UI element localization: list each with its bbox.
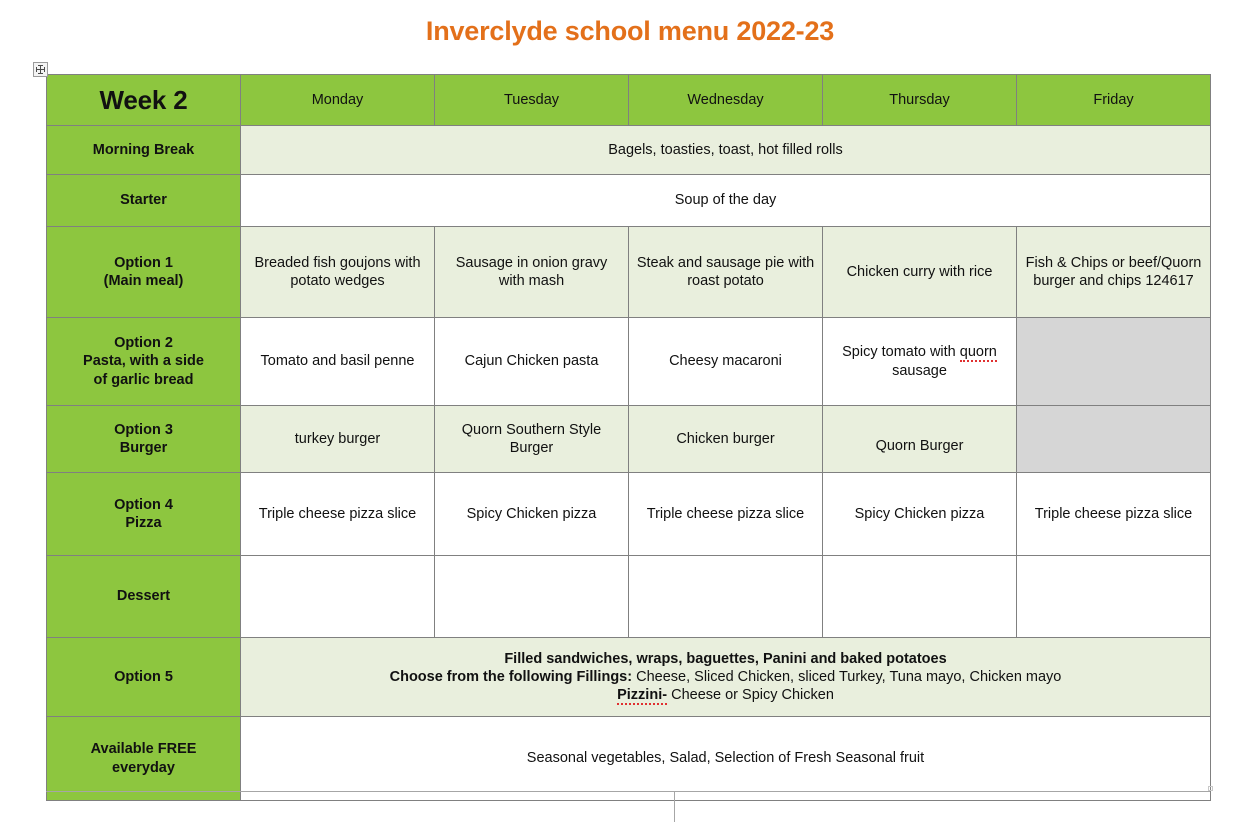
table-row-morning-break bbox=[47, 126, 1211, 175]
row-label-option-1-line-2: (Main meal) bbox=[103, 273, 184, 289]
row-label-option-4 bbox=[47, 473, 241, 556]
cell-option-4-monday: Triple cheese pizza slice bbox=[241, 473, 435, 556]
row-label-option-1-line-1: Option 1 bbox=[114, 254, 173, 271]
day-header-thursday: Thursday bbox=[823, 75, 1017, 126]
option-5-line-3-rest: Cheese or Spicy Chicken bbox=[667, 687, 834, 704]
cell-option-2-thursday bbox=[823, 318, 1017, 406]
cell-option-5-all-days bbox=[241, 638, 1211, 717]
day-header-tuesday: Tuesday bbox=[435, 75, 629, 126]
row-label-option-3 bbox=[47, 406, 241, 473]
row-label-option-2 bbox=[47, 318, 241, 406]
row-label-option-2-line-3: of garlic bread bbox=[93, 371, 194, 388]
cell-morning-break-all-days: Bagels, toasties, toast, hot filled rolls bbox=[241, 126, 1211, 175]
cell-option-1-tuesday: Sausage in onion gravy with mash bbox=[435, 227, 629, 318]
row-label-option-3-line-1: Option 3 bbox=[114, 421, 173, 438]
cell-option-3-monday: turkey burger bbox=[241, 406, 435, 473]
option-2-thursday-misspelled-word: quorn bbox=[959, 344, 997, 361]
page-bottom-edge bbox=[46, 791, 1210, 792]
cell-option-1-friday: Fish & Chips or beef/Quorn burger and chips 124617 bbox=[1017, 227, 1211, 318]
cell-option-3-tuesday: Quorn Southern Style Burger bbox=[435, 406, 629, 473]
cell-option-3-friday-empty bbox=[1017, 406, 1211, 473]
row-label-option-4-line-2: Pizza bbox=[125, 515, 162, 531]
page-bottom-tick bbox=[674, 791, 675, 822]
cell-option-4-wednesday: Triple cheese pizza slice bbox=[629, 473, 823, 556]
table-row-option-4 bbox=[47, 473, 1211, 556]
row-label-available-free bbox=[47, 717, 241, 801]
table-row-available-free bbox=[47, 717, 1211, 801]
option-2-thursday-text-after: sausage bbox=[892, 362, 947, 379]
row-label-dessert: Dessert bbox=[47, 556, 241, 638]
cell-option-4-thursday: Spicy Chicken pizza bbox=[823, 473, 1017, 556]
row-label-option-4-line-1: Option 4 bbox=[114, 496, 173, 513]
option-5-line-2-bold: Choose from the following Fillings: bbox=[389, 668, 633, 685]
cell-option-3-thursday-text: Quorn Burger bbox=[875, 437, 964, 454]
table-row-option-5 bbox=[47, 638, 1211, 717]
cell-option-2-monday: Tomato and basil penne bbox=[241, 318, 435, 406]
option-5-line-2 bbox=[247, 668, 1204, 686]
row-label-starter: Starter bbox=[47, 175, 241, 227]
option-5-line-2-rest: Cheese, Sliced Chicken, sliced Turkey, Tuna mayo, Chicken mayo bbox=[632, 668, 1062, 685]
cell-option-1-thursday: Chicken curry with rice bbox=[823, 227, 1017, 318]
cell-option-1-monday: Breaded fish goujons with potato wedges bbox=[241, 227, 435, 318]
cell-option-1-wednesday: Steak and sausage pie with roast potato bbox=[629, 227, 823, 318]
page-corner-marker bbox=[1208, 786, 1213, 791]
cell-option-4-friday: Triple cheese pizza slice bbox=[1017, 473, 1211, 556]
school-menu-table bbox=[46, 74, 1211, 801]
row-label-option-3-line-2: Burger bbox=[119, 440, 168, 456]
day-header-wednesday: Wednesday bbox=[629, 75, 823, 126]
cell-option-3-thursday bbox=[823, 406, 1017, 473]
row-label-option-2-line-2: Pasta, with a side bbox=[83, 353, 204, 370]
cell-option-2-tuesday: Cajun Chicken pasta bbox=[435, 318, 629, 406]
week-label-cell: Week 2 bbox=[47, 75, 241, 126]
table-move-handle-icon[interactable] bbox=[33, 62, 48, 77]
option-5-line-3-bold-misspelled: Pizzini- bbox=[617, 687, 668, 704]
row-label-option-5: Option 5 bbox=[47, 638, 241, 717]
table-row-option-3 bbox=[47, 406, 1211, 473]
table-header-row bbox=[47, 75, 1211, 126]
cell-dessert-thursday bbox=[823, 556, 1017, 638]
row-label-option-2-line-1: Option 2 bbox=[114, 335, 173, 352]
cell-starter-all-days: Soup of the day bbox=[241, 175, 1211, 227]
option-2-thursday-text-before: Spicy tomato with bbox=[842, 344, 960, 361]
cell-dessert-friday bbox=[1017, 556, 1211, 638]
row-label-available-free-line-2: everyday bbox=[112, 759, 175, 776]
row-label-available-free-line-1: Available FREE bbox=[90, 741, 197, 758]
cell-option-2-wednesday: Cheesy macaroni bbox=[629, 318, 823, 406]
day-header-friday: Friday bbox=[1017, 75, 1211, 126]
day-header-monday: Monday bbox=[241, 75, 435, 126]
cell-option-4-tuesday: Spicy Chicken pizza bbox=[435, 473, 629, 556]
row-label-option-1 bbox=[47, 227, 241, 318]
option-5-line-1: Filled sandwiches, wraps, baguettes, Panini and baked potatoes bbox=[504, 650, 947, 667]
cell-dessert-monday bbox=[241, 556, 435, 638]
table-row-option-1 bbox=[47, 227, 1211, 318]
cell-option-2-friday-empty bbox=[1017, 318, 1211, 406]
cell-available-free-all-days: Seasonal vegetables, Salad, Selection of Fresh Seasonal fruit bbox=[241, 717, 1211, 801]
cell-option-3-wednesday: Chicken burger bbox=[629, 406, 823, 473]
row-label-morning-break: Morning Break bbox=[47, 126, 241, 175]
table-row-dessert bbox=[47, 556, 1211, 638]
cell-dessert-tuesday bbox=[435, 556, 629, 638]
option-5-line-3 bbox=[247, 686, 1204, 704]
page-title: Inverclyde school menu 2022-23 bbox=[425, 16, 835, 46]
table-row-option-2 bbox=[47, 318, 1211, 406]
table-row-starter bbox=[47, 175, 1211, 227]
cell-dessert-wednesday bbox=[629, 556, 823, 638]
